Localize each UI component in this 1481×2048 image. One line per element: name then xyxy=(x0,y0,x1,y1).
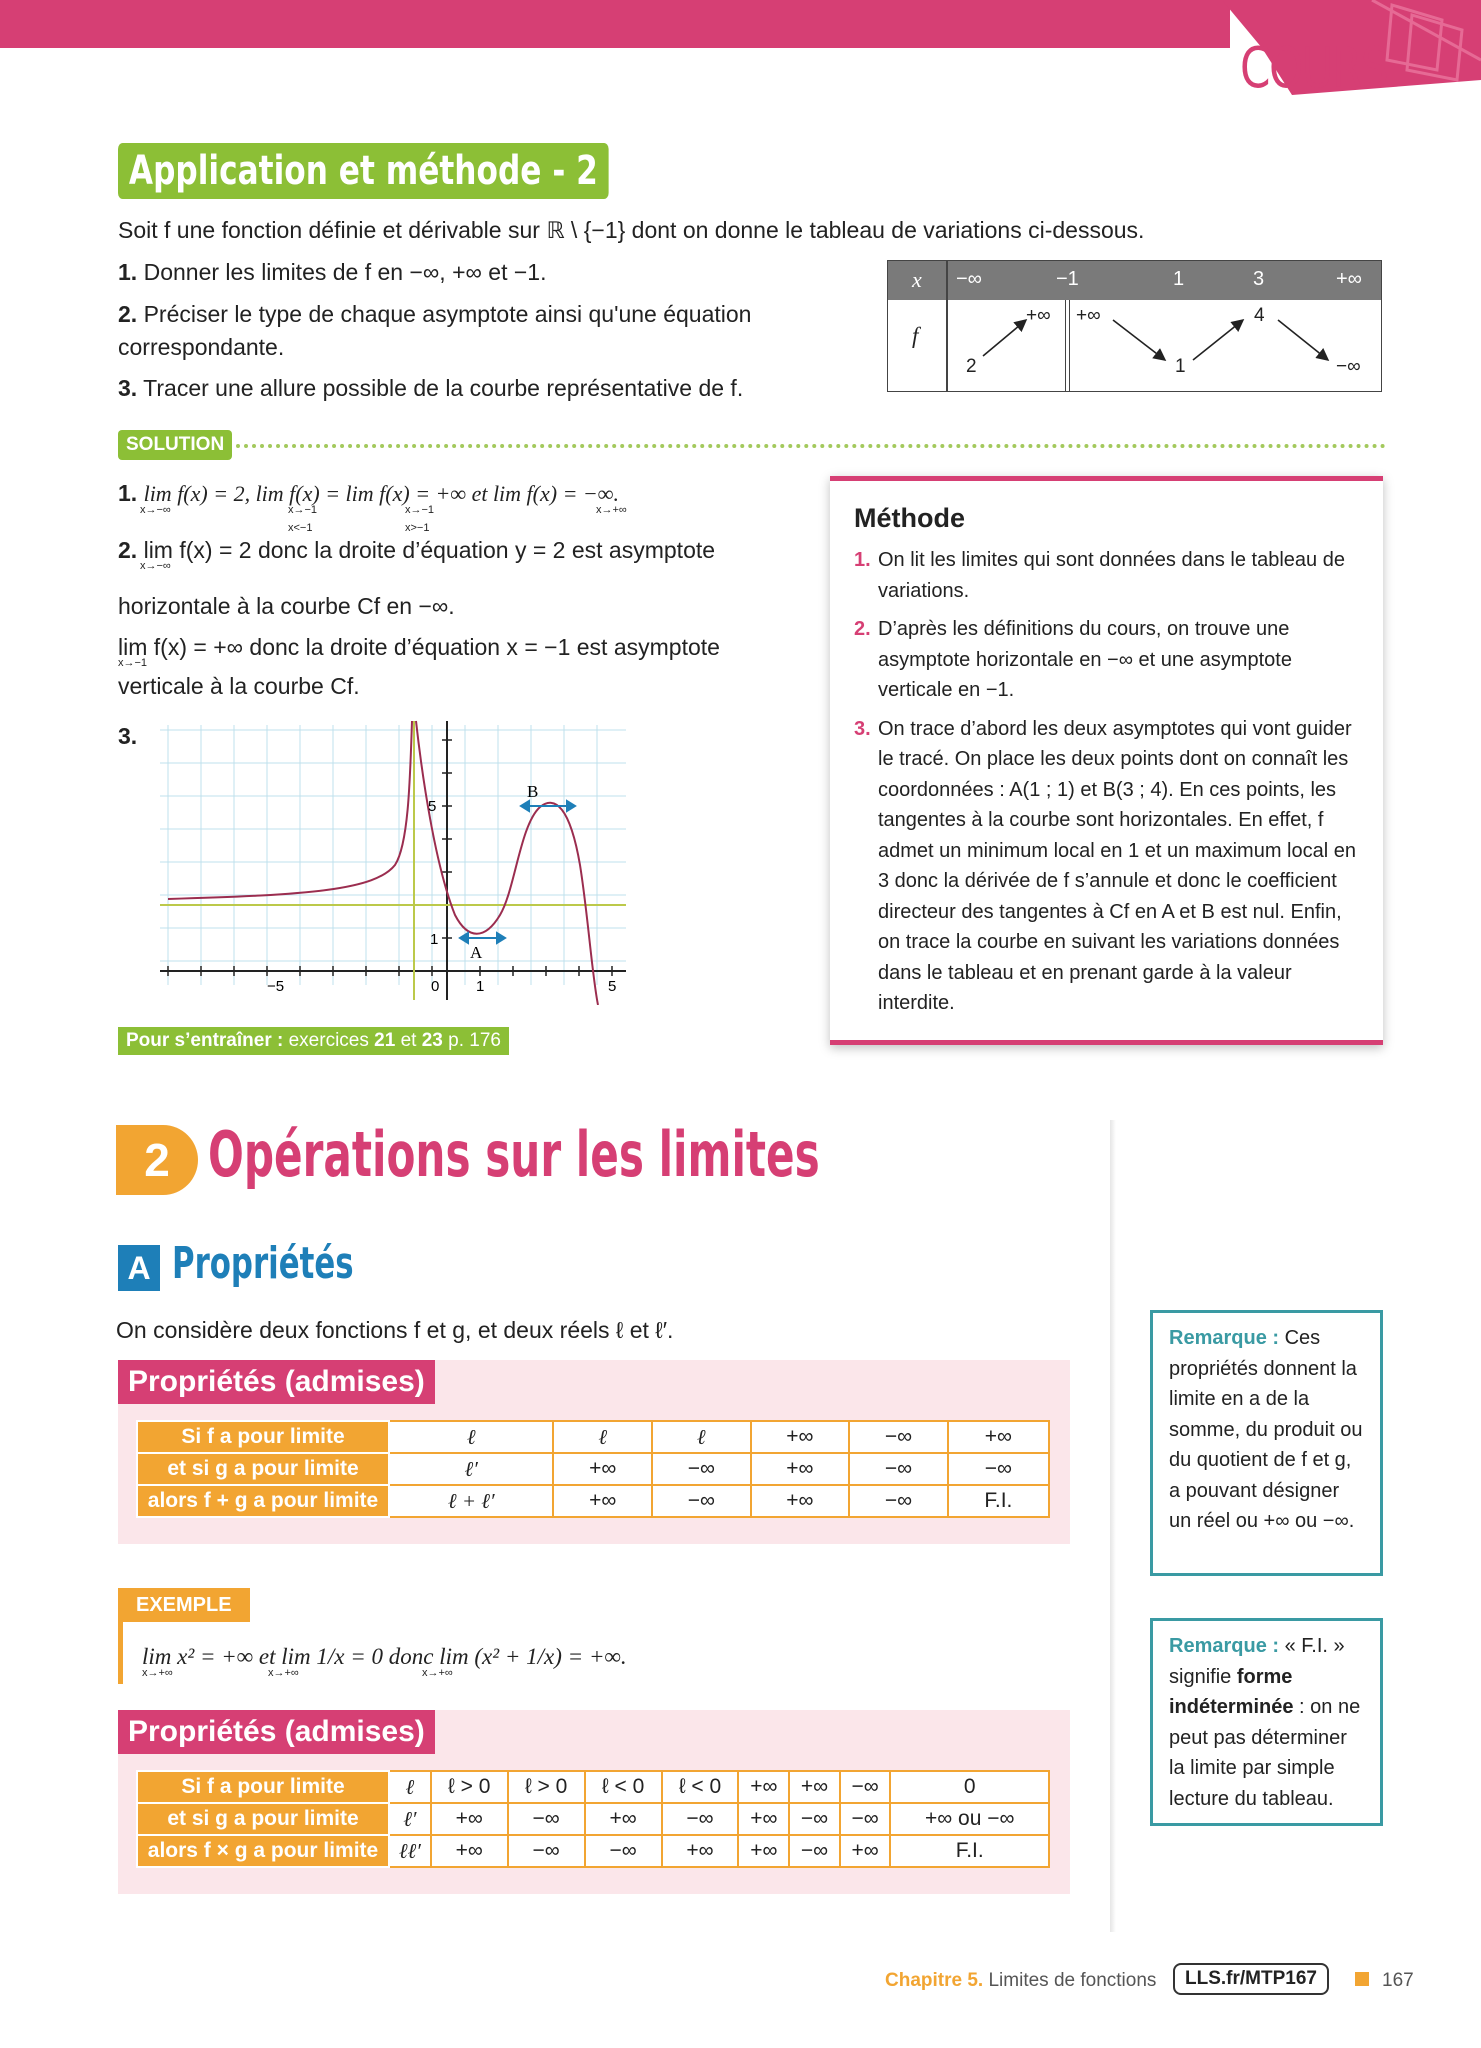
question-text: Donner les limites de f en −∞, +∞ et −1. xyxy=(143,259,547,285)
properties-product-table xyxy=(136,1770,1050,1868)
remarque-title: Remarque : xyxy=(1169,1327,1280,1349)
question-num: 3. xyxy=(118,375,138,401)
table-cell: −∞ xyxy=(789,1835,840,1867)
var-x-value: 1 xyxy=(1173,268,1185,290)
table-cell: +∞ xyxy=(751,1485,850,1517)
row-head: Si f a pour limite xyxy=(137,1421,389,1453)
footer-chapter xyxy=(885,1970,1156,1992)
table-row xyxy=(137,1771,1049,1803)
table-cell: ℓℓ′ xyxy=(389,1835,431,1867)
solution-num: 1. xyxy=(118,480,138,506)
row-head: Si f a pour limite xyxy=(137,1771,389,1803)
curve-right-branch xyxy=(416,721,598,1005)
solution-2-line3: lim f(x) = +∞ donc la droite d’équation x = −1 est asymptote xyxy=(118,634,720,660)
table-row xyxy=(137,1453,1049,1485)
var-arrows xyxy=(888,300,1381,391)
intro-operations: On considère deux fonctions f et g, et deux réels ℓ et ℓ′. xyxy=(116,1317,674,1343)
table-cell: +∞ xyxy=(585,1803,662,1835)
var-f-value: +∞ xyxy=(1026,305,1051,326)
table-cell: ℓ xyxy=(389,1421,553,1453)
section-number: 2 xyxy=(116,1125,198,1195)
table-cell: ℓ′ xyxy=(389,1803,431,1835)
tick-label: −5 xyxy=(267,978,285,995)
remarque-bold: forme indéterminée xyxy=(1169,1665,1294,1718)
point-b-label: B xyxy=(527,782,539,801)
lim-subscript: x→−1 xyxy=(118,657,148,669)
section-title: Opérations sur les limites xyxy=(208,1118,820,1191)
footer-chapter-title: Limites de fonctions xyxy=(988,1970,1157,1991)
exemple-bar xyxy=(118,1622,123,1684)
table-cell: +∞ ou −∞ xyxy=(890,1803,1049,1835)
lim-subscript: x→+∞ xyxy=(268,1667,299,1679)
table-row xyxy=(137,1421,1049,1453)
table-cell: ℓ xyxy=(553,1421,652,1453)
table-cell: −∞ xyxy=(508,1835,585,1867)
row-head: alors f + g a pour limite xyxy=(137,1485,389,1517)
table-cell: −∞ xyxy=(789,1803,840,1835)
row-head: et si g a pour limite xyxy=(137,1453,389,1485)
properties-sum-table xyxy=(136,1420,1050,1518)
var-f-value: 2 xyxy=(966,356,977,377)
question-3 xyxy=(118,372,858,405)
solution-2 xyxy=(118,534,838,567)
table-cell: +∞ xyxy=(738,1771,789,1803)
table-row xyxy=(137,1485,1049,1517)
table-cell: ℓ > 0 xyxy=(508,1771,585,1803)
solution-divider xyxy=(236,444,1386,448)
table-cell: −∞ xyxy=(652,1485,751,1517)
solution-3-num: 3. xyxy=(118,723,138,749)
table-cell: +∞ xyxy=(738,1835,789,1867)
table-cell: +∞ xyxy=(789,1771,840,1803)
question-2 xyxy=(118,298,858,364)
solution-2-line2: horizontale à la courbe Cf en −∞. xyxy=(118,593,455,619)
table-cell: −∞ xyxy=(849,1453,948,1485)
remarque-text: : on ne peut pas déterminer la limite par simple lecture du tableau. xyxy=(1169,1696,1361,1810)
lim-subscript: x→−∞ xyxy=(140,560,171,572)
footer-chapter-num: Chapitre 5. xyxy=(885,1970,984,1991)
application-intro: Soit f une fonction définie et dérivable sur ℝ \ {−1} dont on donne le tableau de variations ci-dessous. xyxy=(118,217,1145,243)
table-cell: ℓ′ xyxy=(389,1453,553,1485)
footer-marker xyxy=(1355,1972,1369,1986)
tick-label: 1 xyxy=(430,931,439,948)
table-cell: +∞ xyxy=(662,1835,739,1867)
table-cell: +∞ xyxy=(553,1453,652,1485)
var-x-value: +∞ xyxy=(1336,268,1362,290)
var-x-value: −∞ xyxy=(956,268,982,290)
tick-label: 1 xyxy=(476,978,485,995)
solution-badge: SOLUTION xyxy=(118,430,232,460)
subsection-letter: A xyxy=(118,1245,160,1291)
solution-2-line1: lim f(x) = 2 donc la droite d’équation y = 2 est asymptote xyxy=(143,537,716,563)
lim-subscript: x→+∞ xyxy=(596,504,627,516)
application-title: Application et méthode - 2 xyxy=(118,143,609,199)
var-x-value: 3 xyxy=(1253,268,1265,290)
training-text: exercices xyxy=(288,1030,369,1051)
table-cell: +∞ xyxy=(751,1421,850,1453)
point-a-label: A xyxy=(470,943,483,962)
lim-subscript: x→+∞ xyxy=(422,1667,453,1679)
table-cell: F.I. xyxy=(948,1485,1049,1517)
lim-subscript: x<−1 xyxy=(288,522,313,534)
table-cell: 0 xyxy=(890,1771,1049,1803)
training-ex2: 23 xyxy=(421,1030,443,1051)
methode-item-num: 1. xyxy=(854,549,871,571)
methode-item-num: 2. xyxy=(854,618,871,640)
solution-1-math: lim f(x) = 2, lim f(x) = lim f(x) = +∞ et lim f(x) = −∞. xyxy=(143,481,619,506)
var-x-label: x xyxy=(912,267,922,292)
methode-item-text: On lit les limites qui sont données dans le tableau de variations. xyxy=(878,549,1345,602)
var-f-value: −∞ xyxy=(1336,356,1361,377)
properties-label: Propriétés (admises) xyxy=(118,1710,435,1754)
properties-label: Propriétés (admises) xyxy=(118,1360,435,1404)
tick-label: 0 xyxy=(431,978,440,995)
var-f-label: f xyxy=(912,323,919,348)
question-num: 2. xyxy=(118,301,138,327)
header-bar xyxy=(0,0,1230,48)
table-cell: −∞ xyxy=(585,1835,662,1867)
training-link[interactable] xyxy=(118,1027,509,1055)
table-cell: ℓ xyxy=(389,1771,431,1803)
footer-link[interactable]: LLS.fr/MTP167 xyxy=(1173,1963,1329,1995)
methode-item xyxy=(854,714,1369,1019)
table-cell: −∞ xyxy=(662,1803,739,1835)
exemple-text: lim x² = +∞ et lim 1/x = 0 donc lim (x² + 1/x) = +∞. xyxy=(142,1644,627,1669)
tick-label: 5 xyxy=(608,978,617,995)
lim-subscript: x→−1 xyxy=(405,504,435,516)
properties-product-box xyxy=(118,1710,1070,1894)
remarque-title: Remarque : xyxy=(1169,1635,1280,1657)
table-cell: −∞ xyxy=(508,1803,585,1835)
table-cell: +∞ xyxy=(553,1485,652,1517)
lim-subscript: x→−∞ xyxy=(140,504,171,516)
function-graph xyxy=(160,715,630,1005)
training-label: Pour s’entraîner : xyxy=(126,1030,284,1051)
table-cell: F.I. xyxy=(890,1835,1049,1867)
solution-num: 2. xyxy=(118,537,138,563)
remarque-box xyxy=(1150,1618,1383,1826)
methode-item xyxy=(854,614,1369,706)
methode-title: Méthode xyxy=(854,503,965,533)
question-text: Tracer une allure possible de la courbe représentative de f. xyxy=(143,375,744,401)
table-row xyxy=(137,1803,1049,1835)
table-cell: +∞ xyxy=(431,1835,508,1867)
methode-list xyxy=(854,545,1369,1027)
var-f-value: 4 xyxy=(1254,305,1265,326)
table-cell: ℓ xyxy=(652,1421,751,1453)
var-f-value: +∞ xyxy=(1076,305,1101,326)
table-cell: ℓ > 0 xyxy=(431,1771,508,1803)
methode-item-text: D’après les définitions du cours, on trouve une asymptote horizontale en −∞ et une asymptote verticale en −1. xyxy=(878,618,1292,701)
subsection-title: Propriétés xyxy=(172,1238,354,1289)
lim-subscript: x→−1 xyxy=(288,504,318,516)
var-x-value: −1 xyxy=(1056,268,1079,290)
question-num: 1. xyxy=(118,259,138,285)
table-cell: +∞ xyxy=(948,1421,1049,1453)
row-head: alors f × g a pour limite xyxy=(137,1835,389,1867)
cours-label: COURS xyxy=(1240,36,1388,101)
solution-2-line4: verticale à la courbe Cf. xyxy=(118,673,360,699)
page-number: 167 xyxy=(1382,1970,1414,1991)
var-f-value: 1 xyxy=(1175,356,1186,377)
methode-item-text: On trace d’abord les deux asymptotes qui vont guider le tracé. On place les deux points dont on connaît les coordonnées : A(1 ; 1) et B(3 ; 4). En ces points, les tangentes à la courbe sont horizontales. En effet, f admet un minimum local en 1 et un maximum local en 3 donc la dérivée de f s’annule et donc le coefficient directeur des tangentes à Cf en A et B est nul. Enfin, on trace la courbe en suivant les variations données dans le tableau et en prenant garde à la valeur interdite. xyxy=(878,717,1356,1014)
table-cell: −∞ xyxy=(849,1421,948,1453)
remarque-text: « F.I. » signifie xyxy=(1169,1635,1345,1688)
table-cell: +∞ xyxy=(751,1453,850,1485)
exemple-badge: EXEMPLE xyxy=(118,1588,250,1622)
curve-left-branch xyxy=(168,721,412,899)
table-cell: −∞ xyxy=(840,1803,891,1835)
section-panel-shadow xyxy=(1110,1120,1116,1932)
tick-label: 5 xyxy=(428,798,437,815)
row-head: et si g a pour limite xyxy=(137,1803,389,1835)
question-text: Préciser le type de chaque asymptote ainsi qu'une équation correspondante. xyxy=(118,301,752,360)
question-1 xyxy=(118,256,858,289)
training-page: p. 176 xyxy=(448,1030,501,1051)
table-cell: +∞ xyxy=(738,1803,789,1835)
training-ex1: 21 xyxy=(374,1030,396,1051)
lim-subscript: x→+∞ xyxy=(142,1667,173,1679)
solution-1 xyxy=(118,477,818,510)
training-and: et xyxy=(400,1030,417,1051)
table-cell: −∞ xyxy=(849,1485,948,1517)
table-cell: −∞ xyxy=(652,1453,751,1485)
table-cell: −∞ xyxy=(948,1453,1049,1485)
table-cell: −∞ xyxy=(840,1771,891,1803)
table-cell: +∞ xyxy=(840,1835,891,1867)
variation-table xyxy=(887,260,1382,392)
remarque-text: Ces propriétés donnent la limite en a de la somme, du produit ou du quotient de f et g, a pouvant désigner un réel ou +∞ ou −∞. xyxy=(1169,1327,1363,1532)
lim-subscript: x>−1 xyxy=(405,522,430,534)
table-cell: ℓ < 0 xyxy=(585,1771,662,1803)
methode-item xyxy=(854,545,1369,606)
remarque-box xyxy=(1150,1310,1383,1576)
table-cell: ℓ < 0 xyxy=(662,1771,739,1803)
properties-sum-box xyxy=(118,1360,1070,1544)
methode-item-num: 3. xyxy=(854,717,871,740)
table-cell: +∞ xyxy=(431,1803,508,1835)
table-row xyxy=(137,1835,1049,1867)
methode-box xyxy=(830,476,1383,1045)
table-cell: ℓ + ℓ′ xyxy=(389,1485,553,1517)
